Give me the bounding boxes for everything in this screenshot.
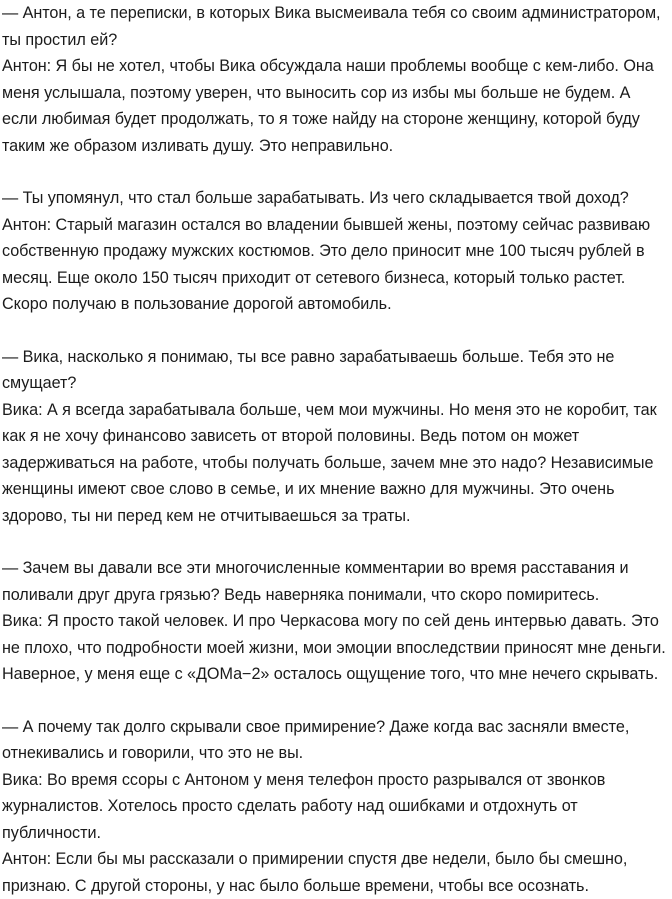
- qa-block: [2, 344, 670, 530]
- interview-answer: Антон: Если бы мы рассказали о примирении спустя две недели, было бы смешно, признаю. С другой стороны, у нас было больше времени, чтобы все осознать.: [2, 846, 670, 899]
- qa-block: [2, 185, 670, 318]
- interview-answer: Вика: Во время ссоры с Антоном у меня телефон просто разрывался от звонков журналистов. Хотелось просто сделать работу над ошибками и отдохнуть от публичности.: [2, 767, 670, 847]
- interview-question: — Вика, насколько я понимаю, ты все равно зарабатываешь больше. Тебя это не смущает?: [2, 344, 670, 397]
- interview-question: — Зачем вы давали все эти многочисленные комментарии во время расставания и поливали друг друга грязью? Ведь наверняка понимали, что скоро помиритесь.: [2, 555, 670, 608]
- qa-block: [2, 0, 670, 159]
- interview-answer: Антон: Старый магазин остался во владении бывшей жены, поэтому сейчас развиваю собственную продажу мужских костюмов. Это дело приносит мне 100 тысяч рублей в месяц. Еще около 150 тысяч приходит от сетевого бизнеса, который только растет. Скоро получаю в пользование дорогой автомобиль.: [2, 212, 670, 318]
- interview-answer: Вика: А я всегда зарабатывала больше, чем мои мужчины. Но меня это не коробит, так как я не хочу финансово зависеть от второй половины. Ведь потом он может задерживаться на работе, чтобы получать больше, зачем мне это надо? Независимые женщины имеют свое слово в семье, и их мнение важно для мужчины. Это очень здорово, ты ни перед кем не отчитываешься за траты.: [2, 397, 670, 530]
- interview-question: — Ты упомянул, что стал больше зарабатывать. Из чего складывается твой доход?: [2, 185, 670, 212]
- interview-question: — А почему так долго скрывали свое примирение? Даже когда вас засняли вместе, отнекивались и говорили, что это не вы.: [2, 714, 670, 767]
- interview-answer: Антон: Я бы не хотел, чтобы Вика обсуждала наши проблемы вообще с кем-либо. Она меня услышала, поэтому уверен, что выносить сор из избы мы больше не будем. А если любимая будет продолжать, то я тоже найду на стороне женщину, которой буду таким же образом изливать душу. Это неправильно.: [2, 53, 670, 159]
- qa-block: [2, 714, 670, 899]
- qa-block: [2, 555, 670, 688]
- interview-answer: Вика: Я просто такой человек. И про Черкасова могу по сей день интервью давать. Это не плохо, что подробности моей жизни, мои эмоции впоследствии приносят мне деньги. Наверное, у меня еще с «ДОМа−2» осталось ощущение того, что мне нечего скрывать.: [2, 608, 670, 688]
- interview-question: — Антон, а те переписки, в которых Вика высмеивала тебя со своим администратором, ты простил ей?: [2, 0, 670, 53]
